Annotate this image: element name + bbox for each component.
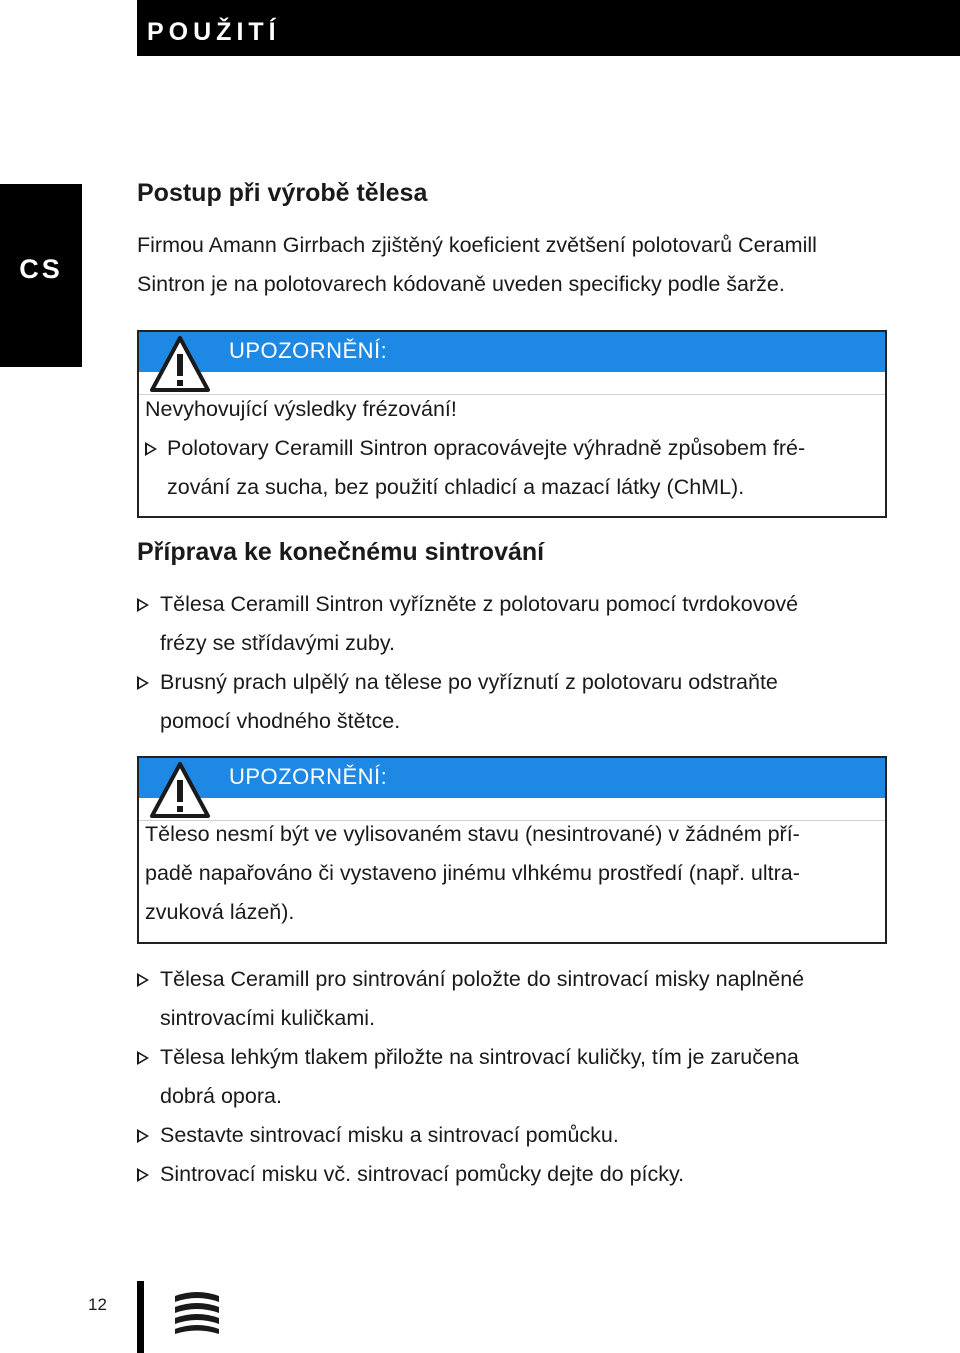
language-tab	[0, 184, 82, 367]
warning-line: Těleso nesmí být ve vylisovaném stavu (nesintrované) v žádném pří-	[145, 822, 800, 846]
bullet-triangle-icon	[145, 442, 157, 456]
section-heading-sintering-prep: Příprava ke konečnému sintrování	[137, 538, 545, 566]
list-item: Sintrovací misku vč. sintrovací pomůcky dejte do pícky.	[137, 1155, 897, 1194]
list-item: Tělesa lehkým tlakem přiložte na sintrovací kuličky, tím je zaručena dobrá opora.	[137, 1038, 897, 1116]
list-item: Tělesa Ceramill Sintron vyřízněte z polotovaru pomocí tvrdokovové frézy se střídavými zuby.	[137, 585, 897, 663]
bullet-triangle-icon	[137, 1051, 149, 1065]
header-title: POUŽITÍ	[147, 18, 281, 46]
sintering-prep-list	[137, 585, 897, 741]
warning-line: padě napařováno či vystaveno jinému vlhkému prostředí (např. ultra-	[145, 861, 800, 885]
page-number: 12	[88, 1295, 107, 1314]
list-item: Tělesa Ceramill pro sintrování položte do sintrovací misky naplněné sintrovacími kuličkami.	[137, 960, 897, 1038]
warning-label: UPOZORNĚNÍ:	[229, 764, 388, 789]
intro-line: Sintron je na polotovarech kódovaně uveden specificky podle šarže.	[137, 272, 785, 296]
bullet-triangle-icon	[137, 1129, 149, 1143]
bullet-triangle-icon	[137, 598, 149, 612]
warning-triangle-icon	[149, 334, 211, 394]
bullet-triangle-icon	[137, 973, 149, 987]
intro-paragraph	[137, 226, 897, 304]
warning-header	[139, 758, 885, 798]
warning-bullet: Polotovary Ceramill Sintron opracovávejte výhradně způsobem fré-	[145, 429, 805, 468]
bullet-triangle-icon	[137, 1168, 149, 1182]
warning-box-moisture	[137, 756, 887, 944]
warning-box-milling	[137, 330, 887, 518]
warning-triangle-icon	[149, 760, 211, 820]
section-heading-production: Postup při výrobě tělesa	[137, 179, 428, 207]
warning-bullet-continuation: zování za sucha, bez použití chladicí a mazací látky (ChML).	[167, 475, 745, 499]
warning-header	[139, 332, 885, 372]
warning-line: zvuková lázeň).	[145, 900, 295, 924]
bullet-triangle-icon	[137, 676, 149, 690]
intro-line: Firmou Amann Girrbach zjištěný koeficient zvětšení polotovarů Ceramill	[137, 233, 817, 257]
warning-title-line: Nevyhovující výsledky frézování!	[145, 397, 457, 421]
sintering-steps-list	[137, 960, 897, 1194]
header-bar	[137, 0, 960, 56]
list-item: Sestavte sintrovací misku a sintrovací pomůcku.	[137, 1116, 897, 1155]
footer-rule	[137, 1281, 144, 1353]
warning-label: UPOZORNĚNÍ:	[229, 338, 388, 363]
warning-body	[145, 390, 805, 507]
list-item: Brusný prach ulpělý na tělese po vyříznutí z polotovaru odstraňte pomocí vhodného štětce.	[137, 663, 897, 741]
brand-logo-icon	[173, 1290, 221, 1334]
language-code: CS	[19, 254, 63, 284]
warning-body	[145, 815, 800, 932]
